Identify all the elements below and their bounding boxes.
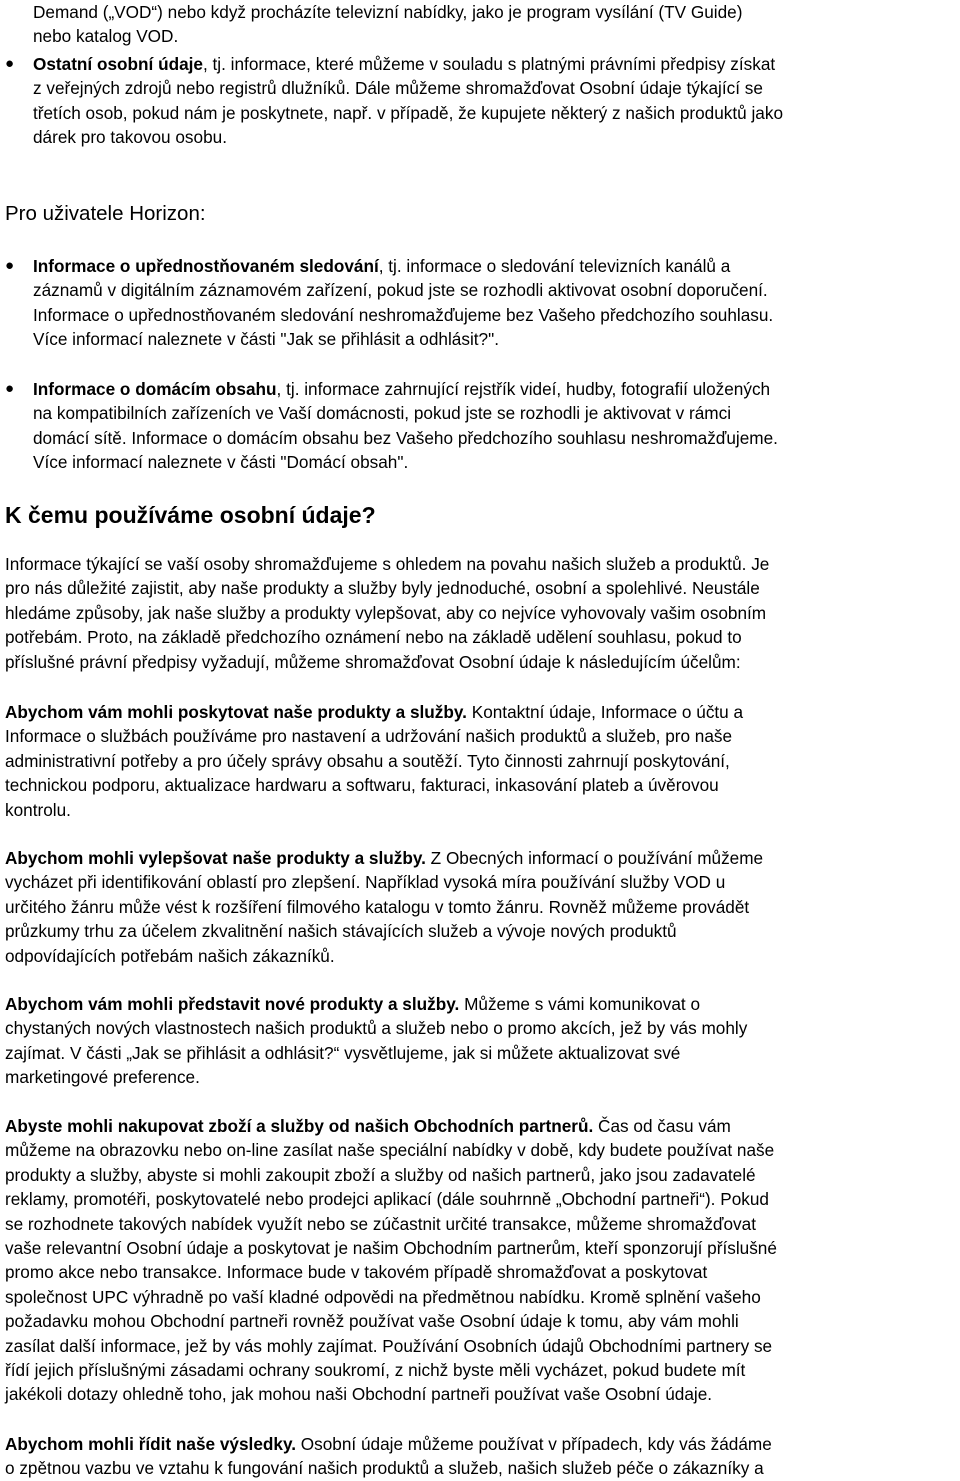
text-line: Informace týkající se vaší osoby shromažďujeme s ohledem na povahu našich služeb a produktů. Je	[5, 554, 770, 574]
text-line: odpovídajících potřebám našich zákazníků.	[5, 945, 335, 966]
item-title: Ostatní osobní údaje	[33, 54, 203, 74]
bullet-icon: ●	[5, 257, 15, 274]
text-span: , tj. informace zahrnující rejstřík videí, hudby, fotografií uložených	[276, 379, 771, 399]
paragraph-title: Abyste mohli nakupovat zboží a služby od našich Obchodních partnerů.	[5, 1116, 594, 1136]
text-span: Z Obecných informací o používání můžeme	[425, 848, 764, 868]
text-span: , tj. informace, které můžeme v souladu s platnými právními předpisy získat	[202, 54, 776, 74]
bullet-icon: ●	[5, 55, 15, 72]
purpose-new-paragraph	[5, 992, 957, 1090]
purpose-partners-paragraph	[5, 1114, 957, 1407]
item-title: Informace o upřednostňovaném sledování	[33, 256, 379, 276]
text-span: Osobní údaje můžeme používat v případech, kdy vás žádáme	[296, 1434, 772, 1454]
text-line: průzkumy trhu za účelem zkvalitnění našich stávajících služeb a vývoje nových produktů	[5, 921, 677, 942]
text-line: jakékoli dotazy ohledně toho, jak mohou naši Obchodní partneři používat vaše Osobní údaje.	[5, 1384, 713, 1405]
text-line: Více informací naleznete v části "Domácí obsah".	[33, 452, 409, 473]
text-line: technickou podporu, aktualizace hardwaru a softwaru, fakturaci, inkasování plateb a úvěrovou	[5, 775, 719, 796]
text-line: zasílat další informace, jež by vás mohly zajímat. Používání Osobních údajů Obchodními partnery se	[5, 1335, 773, 1356]
intro-paragraph	[33, 0, 955, 49]
text-line: určitého žánru může vést k rozšíření filmového katalogu v tomto žánru. Rovněž můžeme provádět	[5, 896, 750, 917]
text-line: můžeme na obrazovku nebo on-line zasílat naše speciální nabídky v době, kdy budete používat naše	[5, 1140, 775, 1161]
text-line: hledáme způsoby, jak naše služby a produkty vylepšovat, aby co nejvíce vyhovovaly vašim osobním	[5, 602, 767, 623]
text-line: z veřejných zdrojů nebo registrů dlužníků. Dále můžeme shromažďovat Osobní údaje týkající se	[33, 78, 763, 99]
text-line: chystaných nových vlastnostech našich produktů a služeb nebo o promo akcích, jež by vás mohly	[5, 1018, 748, 1039]
text-line: příslušné právní předpisy vyžadují, můžeme shromažďovat Osobní údaje k následujícím účelům:	[5, 651, 741, 672]
text-line: marketingové preference.	[5, 1067, 200, 1088]
home-content-item	[33, 377, 955, 475]
text-line: nebo katalog VOD.	[33, 26, 179, 47]
section-heading-purpose: K čemu používáme osobní údaje?	[5, 502, 376, 528]
text-line: pro nás důležité zajistit, aby naše produkty a služby byly jednoduché, osobní a spolehlivé. Neustále	[5, 578, 760, 599]
other-data-item	[33, 52, 955, 150]
preferred-viewing-item	[33, 254, 955, 352]
text-line: produkty a služby, abyste si mohli zakoupit zboží a služby od našich partnerů, jako jsou zadavatelé	[5, 1164, 756, 1185]
paragraph-title: Abychom vám mohli poskytovat naše produkty a služby.	[5, 702, 467, 722]
text-line: Informace o službách používáme pro nastavení a udržování našich produktů a služeb, pro naše	[5, 726, 733, 747]
text-line: Demand („VOD“) nebo když procházíte televizní nabídky, jako je program vysílání (TV Guide)	[33, 2, 743, 22]
purpose-provide-paragraph	[5, 700, 957, 822]
item-title: Informace o domácím obsahu	[33, 379, 277, 399]
text-line: na kompatibilních zařízeních ve Vaší domácnosti, pokud jste se rozhodli je aktivovat v rámci	[33, 403, 732, 424]
paragraph-title: Abychom mohli vylepšovat naše produkty a služby.	[5, 848, 426, 868]
text-line: domácí sítě. Informace o domácím obsahu bez Vašeho předchozího souhlasu neshromažďujeme.	[33, 427, 778, 448]
section-heading-horizon: Pro uživatele Horizon:	[5, 202, 206, 225]
text-line: zajímat. V části „Jak se přihlásit a odhlásit?“ vysvětlujeme, jak si můžete aktualizovat své	[5, 1042, 681, 1063]
text-line: kontrolu.	[5, 799, 71, 820]
text-line: třetích osob, pokud nám je poskytnete, např. v případě, že kupujete některý z našich produktů jako	[33, 102, 784, 123]
text-line: reklamy, promotéři, poskytovatelé nebo prodejci aplikací (dále souhrnně „Obchodní partneři“). Pokud	[5, 1189, 769, 1210]
text-line: se rozhodnete takových nabídek využít nebo se zúčastnit určité transakce, můžeme shromažďovat	[5, 1213, 756, 1234]
text-span: Můžeme s vámi komunikovat o	[459, 994, 701, 1014]
text-line: Více informací naleznete v části "Jak se přihlásit a odhlásit?".	[33, 329, 499, 350]
text-line: řídí jejich příslušnými zásadami ochrany soukromí, z nichž byste měli vycházet, pokud budete mít	[5, 1360, 746, 1381]
paragraph-title: Abychom vám mohli představit nové produkty a služby.	[5, 994, 460, 1014]
bullet-icon: ●	[5, 380, 15, 397]
text-line: vycházet při identifikování oblastí pro zlepšení. Například vysoká míra používání služby VOD u	[5, 872, 726, 893]
text-line: potřebám. Proto, na základě předchozího oznámení nebo na základě udělení souhlasu, pokud to	[5, 627, 742, 648]
text-line: dárek pro takovou osobu.	[33, 127, 227, 148]
text-line: administrativní potřeby a pro účely správy obsahu a soutěží. Tyto činnosti zahrnují poskytování,	[5, 750, 730, 771]
text-line: vaše relevantní Osobní údaje a poskytovat je našim Obchodním partnerům, kteří sponzorují příslušné	[5, 1238, 777, 1259]
text-line: požadavku mohou Obchodní partneři rovněž používat vaše Osobní údaje k tomu, aby vám mohli	[5, 1311, 739, 1332]
text-line: promo akce nebo transakce. Informace bude v takovém případě shromažďovat a poskytovat	[5, 1262, 708, 1283]
paragraph-title: Abychom mohli řídit naše výsledky.	[5, 1434, 297, 1454]
purpose-improve-paragraph	[5, 846, 957, 968]
purpose-intro-paragraph	[5, 552, 957, 674]
purpose-results-paragraph	[5, 1432, 957, 1481]
text-line: společnost UPC výhradně po vaší kladné odpovědi na předmětnou nabídku. Kromě splnění vašeho	[5, 1286, 761, 1307]
text-span: Čas od času vám	[593, 1116, 731, 1136]
text-line: o zpětnou vazbu ve vztahu k fungování našich produktů a služeb, našich služeb péče o zákazníky a	[5, 1458, 764, 1479]
text-span: , tj. informace o sledování televizních kanálů a	[378, 256, 731, 276]
text-line: záznamů v digitálním záznamovém zařízení, pokud jste se rozhodli aktivovat osobní doporučení.	[33, 280, 768, 301]
text-line: Informace o upřednostňovaném sledování neshromažďujeme bez Vašeho předchozího souhlasu.	[33, 304, 774, 325]
text-span: Kontaktní údaje, Informace o účtu a	[466, 702, 744, 722]
